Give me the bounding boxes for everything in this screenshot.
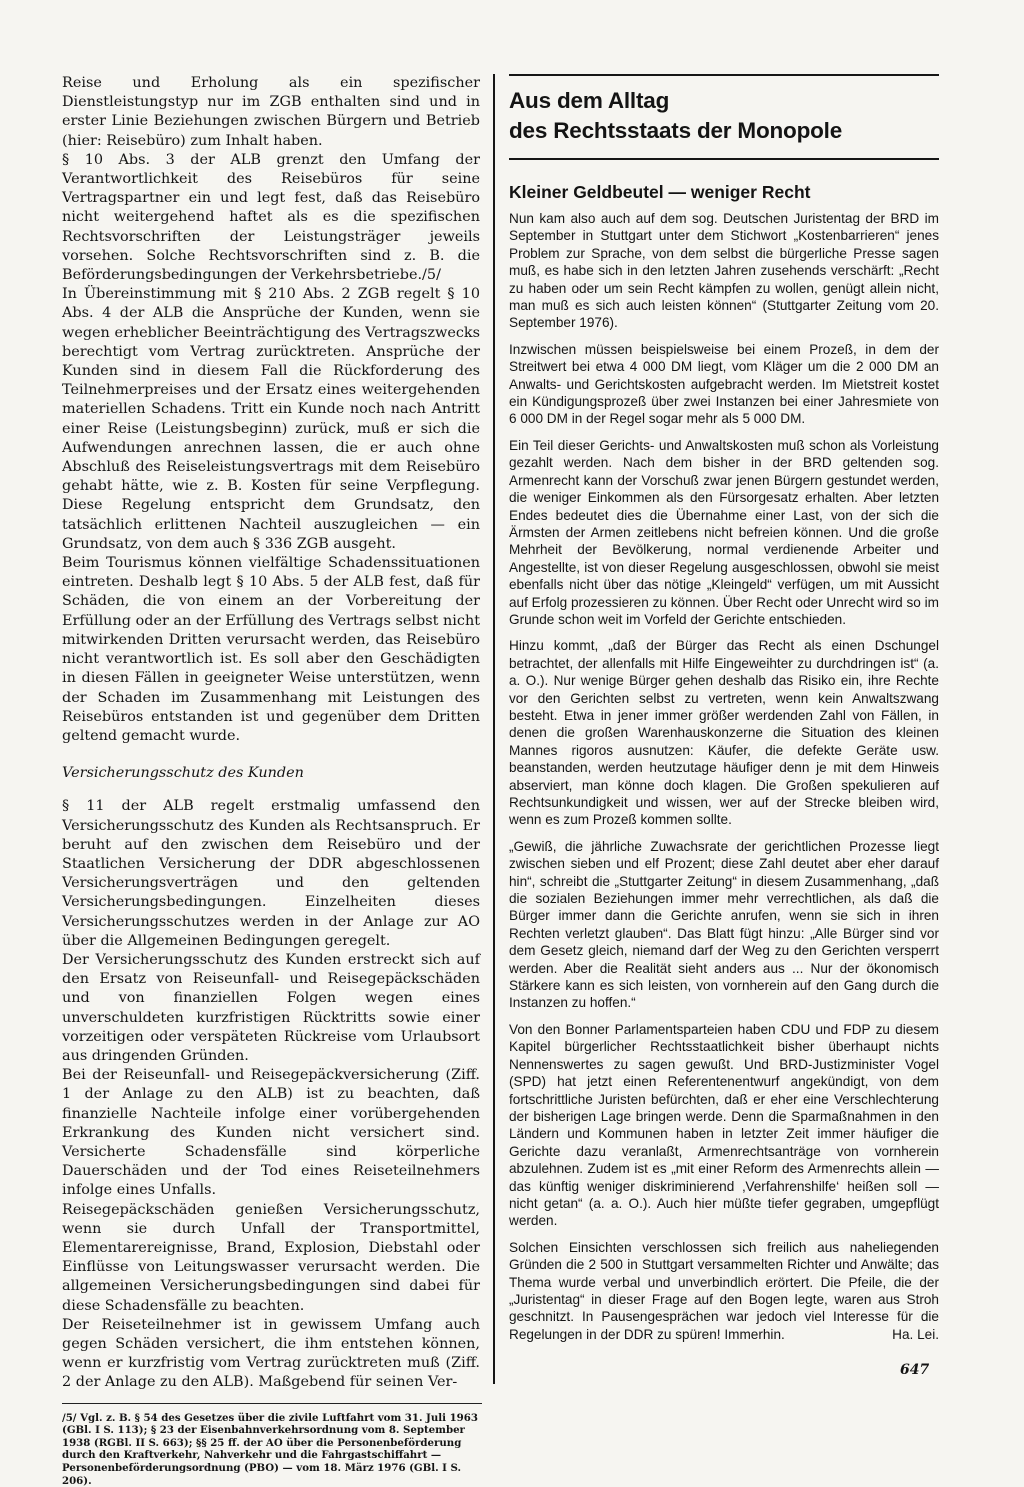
article-paragraph-text: Solchen Einsichten verschlossen sich freilich aus naheliegenden Gründen die 2 500 in Stuttgart versammelten Richter und Anwälte; das Thema wurde verbal und unverbindlich erörtert. Die Pfeile, die der „Juristentag“ in dieser Frage auf den Bogen legte, waren aus Stroh geschnitzt. In Pausengesprächen war jedoch viel Interesse für die Regelungen in der DDR zu spüren! Immerhin. <box>509 1239 939 1342</box>
right-column <box>509 74 939 1352</box>
section-paragraph: Reisegepäckschäden genießen Versicherungsschutz, wenn sie durch Unfall der Transportmittel, Elementarereignisse, Brand, Explosion, Diebstahl oder Einflüsse von Leitungswasser verursacht werden. Die allgemeinen Versicherungsbedingungen sind dabei für diese Schadensfälle zu beachten. <box>62 1201 480 1314</box>
page-number: 647 <box>900 1362 930 1378</box>
section-paragraph: Bei der Reiseunfall- und Reisegepäckversicherung (Ziff. 1 der Anlage zu den ALB) ist zu beachten, daß finanzielle Nachteile infolge einer vorübergehenden Erkrankung des Kunden nicht versichert sind. Versicherte Schadensfälle sind körperliche Dauerschäden und der Tod eines Reiseteilnehmers infolge eines Unfalls. <box>62 1067 480 1199</box>
section-paragraph: Der Versicherungsschutz des Kunden erstreckt sich auf den Ersatz von Reiseunfall- und Reisegepäckschäden und von finanziellen Folgen wegen eines unverschuldeten kurzfristigen Rücktritts sowie einer vorzeitigen oder verspäteten Rückreise vom Urlaubsort aus dringenden Gründen. <box>62 951 480 1064</box>
left-paragraph: Beim Tourismus können vielfältige Schadenssituationen eintreten. Deshalb legt § 10 Abs. 5 der ALB fest, daß für Schäden, die von einem an der Vorbereitung der Erfüllung oder an der Erfüllung des Vertrags selbst nicht mitwirkenden Dritten verursacht werden, das Reisebüro nicht verantwortlich ist. Es soll aber den Geschädigten in diesen Fällen in geeigneter Weise unterstützen, wenn der Schaden im Zusammenhang mit Leistungen des Reisebüros entstanden ist und gegenüber dem Dritten geltend gemacht wurde. <box>62 555 480 744</box>
footnote: /5/ Vgl. z. B. § 54 des Gesetzes über die zivile Luftfahrt vom 31. Juli 1963 (GBl. I S. 113); § 23 der Eisenbahnverkehrsordnung vom 8. September 1938 (RGBl. II S. 663); §§ 25 ff. der AO über die Personenbeförderung durch den Kraftverkehr, Nahverkehr und die Fahrgastschiffahrt — Personenbeförderungsordnung (PBO) — vom 18. März 1976 (GBl. I S. 206). <box>62 1411 478 1487</box>
article-paragraph: Ein Teil dieser Gerichts- und Anwaltskosten muß schon als Vorleistung gezahlt werden. Nach dem bisher in der BRD geltenden sog. Armenrecht kann der Vorschuß zwar jenen Bürgern gestundet werden, die weniger Einkommen als den Fürsorgesatz erhalten. Aber letzten Endes bedeutet dies die Übernahme einer Last, von der sich die Ärmsten der Armen zeitlebens nicht befreien können. Und die große Mehrheit der Bevölkerung, normal verdienende Arbeiter und Angestellte, ist von dieser Regelung ausgeschlossen, obwohl sie meist ebenfalls nicht über das nötige „Kleingeld“ verfügen, um mit Aussicht auf Erfolg prozessieren zu können. Über Recht oder Unrecht wird so im Grunde schon weit im Vorfeld der Gerichte entschieden. <box>509 437 939 627</box>
left-column <box>62 74 480 1487</box>
article-paragraph: Hinzu kommt, „daß der Bürger das Recht als einen Dschungel betrachtet, der allenfalls mit Hilfe Eingeweihter zu durchdringen ist“ (a. a. O.). Nur wenige Bürger gehen deshalb das Risiko ein, ihre Rechte vor den Gerichten selbst zu vertreten, wenn kein Anwaltszwang besteht. Etwa in jener immer größer werdenden Zahl von Fällen, in denen die großen Warenhauskonzerne die Situation des kleinen Mannes rigoros ausnutzen: Käufer, die defekte Geräte usw. beanstanden, werden heutzutage häufiger denn je mit dem Hinweis abserviert, man könne doch klagen. Die Großen spekulieren auf Rechtsunkundigkeit und wissen, wer auf der Strecke bleiben wird, wenn es zum Prozeß kommen sollte. <box>509 638 939 828</box>
column-divider <box>493 74 495 1384</box>
left-paragraph: § 10 Abs. 3 der ALB grenzt den Umfang der Verantwortlichkeit des Reisebüros für seine Vertragspartner ein und legt fest, daß das Reisebüro nicht weitergehend haftet als es die spezifischen Rechtsvorschriften der Leistungsträger jeweils vorsehen. Solche Rechtsvorschriften sind z. B. die Beförderungsbedingungen der Verkehrsbetriebe./5/ <box>62 151 480 284</box>
left-paragraph: Reise und Erholung als ein spezifischer Dienstleistungstyp nur im ZGB enthalten sind und in erster Linie Beziehungen zwischen Bürgern und Betrieb (hier: Reisebüro) zum Inhalt haben. <box>62 75 480 149</box>
article-paragraph: Von den Bonner Parlamentsparteien haben CDU und FDP zu diesem Kapitel bürgerlicher Rechtsstaatlichkeit bisher überhaupt nichts Nennenswertes zu sagen gewußt. Und BRD-Justizminister Vogel (SPD) hat jetzt einen Referentenentwurf angekündigt, von dem fortschrittliche Juristen befürchten, daß er eher eine Verschlechterung der bisherigen Lage bringen werde. Denn die Sparmaßnahmen in den Ländern und Kommunen haben in letzter Zeit immer häufiger die Gerichte dazu veranlaßt, Armenrechtsanträge von vornherein abzulehnen. Zudem ist es „mit einer Reform des Armenrechts allein — das künftig weniger diskriminierend ‚Verfahrenshilfe‘ heißen soll — nicht getan“ (a. a. O.). Auch hier müßte tiefer gegraben, umgepflügt werden. <box>509 1021 939 1229</box>
rubric-title-line-1: Aus dem Alltag <box>509 88 670 113</box>
left-paragraph: In Übereinstimmung mit § 210 Abs. 2 ZGB regelt § 10 Abs. 4 der ALB die Ansprüche der Kunden, wenn sie wegen erheblicher Beeinträchtigung des Vertragszwecks berechtigt vom Vertrag zurücktreten. Ansprüche der Kunden sind in diesem Fall die Rückforderung des Teilnehmerpreises und der Ersatz eines weitergehenden materiellen Schadens. Tritt ein Kunde noch nach Antritt einer Reise (Leistungsbeginn) zurück, muß er sich die Aufwendungen anrechnen lassen, die er auch ohne Abschluß des Reiseleistungsvertrags mit dem Reisebüro gehabt hätte, wie z. B. Kosten für seine Verpflegung. Diese Regelung entspricht dem Grundsatz, den tatsächlich erlittenen Nachteil auszugleichen — ein Grundsatz, von dem auch § 336 ZGB ausgeht. <box>62 286 480 552</box>
article-paragraph: „Gewiß, die jährliche Zuwachsrate der gerichtlichen Prozesse liegt zwischen sieben und elf Prozent; diese Zahl deutet aber eher darauf hin“, schreibt die „Stuttgarter Zeitung“ in diesem Zusammenhang, „daß die sozialen Beziehungen immer mehr verrechtlichen, als daß die Bürger immer dann die Gerichte anrufen, wenn sie sich in ihren Rechten verletzt glauben“. Das Blatt fügt hinzu: „Alle Bürger sind vor dem Gesetz gleich, niemand darf der Weg zu den Gerichten versperrt werden. Aber die Realität sieht anders aus ... Nur der ökonomisch Stärkere kann es sich leisten, von vornherein auf den Gang durch die Instanzen zu hoffen.“ <box>509 838 939 1011</box>
footnote-rule <box>62 1403 482 1404</box>
article-paragraph: Nun kam also auch auf dem sog. Deutschen Juristentag der BRD im September in Stuttgart unter dem Stichwort „Kostenbarrieren“ jenes Problem zur Sprache, von dem selbst die bürgerliche Presse sagen muß, es habe sich in den letzten Jahren zusehends verschärft: „Recht zu haben oder um sein Recht kämpfen zu wollen, genügt allein nicht, man muß es sich auch leisten können“ (Stuttgarter Zeitung vom 20. September 1976). <box>509 211 939 331</box>
section-heading: Versicherungsschutz des Kunden <box>62 765 304 782</box>
rubric-banner <box>509 74 939 160</box>
article-title: Kleiner Geldbeutel — weniger Recht <box>509 182 811 202</box>
article-paragraph-last <box>509 1239 939 1343</box>
article-paragraph: Inzwischen müssen beispielsweise bei einem Prozeß, in dem der Streitwert bei etwa 4 000 DM liegt, vom Kläger um die 2 000 DM an Anwalts- und Gerichtskosten aufgebracht werden. Im Mietstreit kostet ein Kündigungsprozeß über zwei Instanzen bei einer Jahresmiete von 6 000 DM in der Regel sogar mehr als 5 000 DM. <box>509 341 939 427</box>
section-paragraph: Der Reiseteilnehmer ist in gewissem Umfang auch gegen Schäden versichert, die ihm entstehen können, wenn er kurzfristig vom Vertrag zurücktreten muß (Ziff. 2 der Anlage zu den ALB). Maßgebend für seinen Ver- <box>62 1316 480 1391</box>
author-signature: Ha. Lei. <box>892 1326 939 1342</box>
rubric-title-line-2: des Rechtsstaats der Monopole <box>509 118 843 143</box>
section-paragraph: § 11 der ALB regelt erstmalig umfassend den Versicherungsschutz des Kunden als Rechtsanspruch. Er beruht auf den zwischen dem Reisebüro und der Staatlichen Versicherung der DDR abgeschlossenen Versicherungsverträgen und den geltenden Versicherungsbedingungen. Einzelheiten dieses Versicherungsschutzes werden in der Anlage zur AO über die Allgemeinen Bedingungen geregelt. <box>62 798 480 949</box>
